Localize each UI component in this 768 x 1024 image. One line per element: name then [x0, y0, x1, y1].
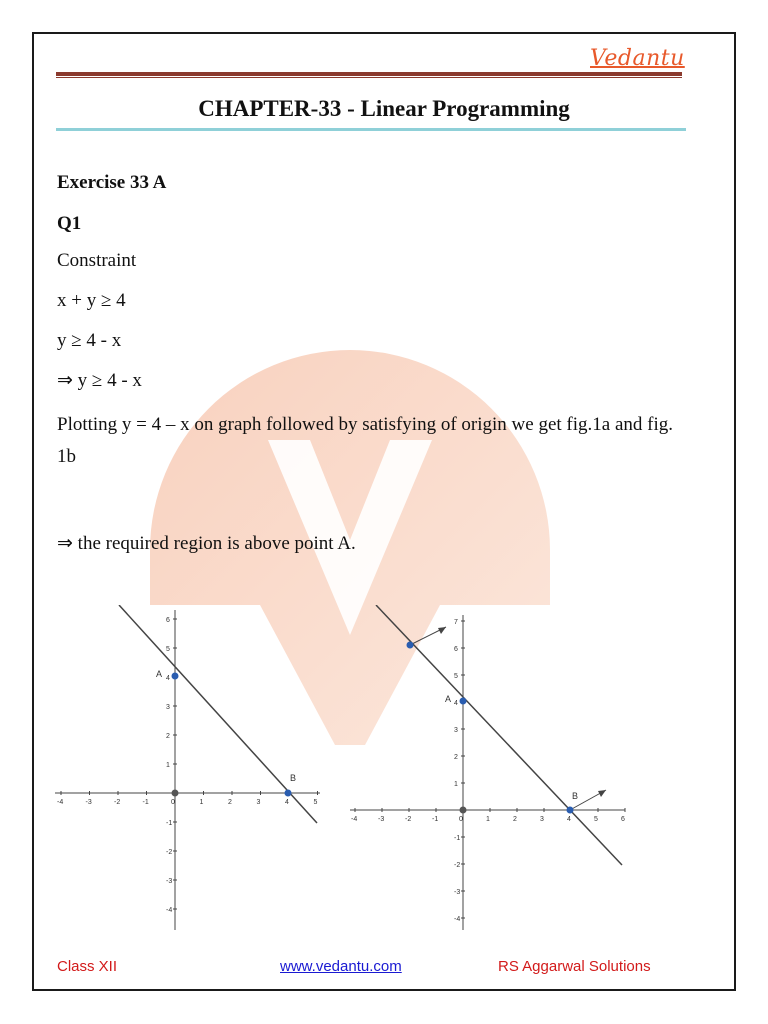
- x-tick-label: 1: [199, 799, 204, 806]
- x-tick-label: 5: [594, 816, 598, 823]
- y-tick-label: 7: [454, 619, 458, 626]
- x-tick-label: 0: [459, 816, 463, 823]
- y-tick-label: -2: [454, 862, 461, 869]
- inequality-1: x + y ≥ 4: [57, 290, 126, 311]
- x-tick-label: 2: [228, 799, 232, 806]
- x-tick-label: 1: [486, 816, 490, 823]
- x-tick-label: 5: [313, 799, 318, 806]
- x-tick-label: 2: [513, 816, 517, 823]
- y-tick-label: 6: [166, 617, 170, 624]
- point-b: [285, 790, 292, 797]
- footer-book-title: RS Aggarwal Solutions: [498, 958, 651, 975]
- header-rule-thin: [56, 77, 682, 78]
- vedantu-logo: Vedantu: [590, 46, 685, 71]
- header-rule: [56, 72, 682, 76]
- inequality-3: ⇒ y ≥ 4 - x: [57, 370, 142, 391]
- y-tick-label: 5: [454, 673, 458, 680]
- y-tick-label: -1: [454, 835, 461, 842]
- y-tick-label: -3: [166, 878, 173, 885]
- x-tick-label: -1: [432, 816, 439, 823]
- y-tick-label: 1: [454, 781, 458, 788]
- point-b-label: B: [572, 791, 579, 801]
- y-tick-label: 6: [454, 646, 458, 653]
- exercise-title: Exercise 33 A: [57, 172, 167, 193]
- y-tick-label: 3: [166, 704, 170, 711]
- x-tick-label: -1: [142, 799, 149, 806]
- y-tick-label: 3: [454, 727, 458, 734]
- footer-website-link[interactable]: www.vedantu.com: [280, 958, 402, 975]
- point-b: [567, 807, 574, 814]
- point-a: [460, 698, 467, 705]
- y-tick-label: 2: [166, 733, 170, 740]
- origin-point: [460, 807, 467, 814]
- explanation-paragraph: Plotting y = 4 – x on graph followed by satisfying of origin we get fig.1a and fig. 1b: [57, 414, 673, 467]
- point-a: [172, 673, 179, 680]
- y-tick-label: 2: [454, 754, 458, 761]
- x-tick-label: -3: [378, 816, 385, 823]
- x-tick-label: 3: [256, 799, 261, 806]
- x-tick-label: -3: [85, 799, 92, 806]
- chapter-title: CHAPTER-33 - Linear Programming: [198, 96, 570, 121]
- y-tick-label: 4: [166, 675, 170, 682]
- x-tick-label: -4: [57, 799, 64, 806]
- x-tick-label: -2: [114, 799, 121, 806]
- x-tick-label: -2: [405, 816, 412, 823]
- question-number: Q1: [57, 213, 82, 234]
- point-b-label: B: [290, 773, 297, 783]
- title-underline: [56, 128, 686, 131]
- point-a-label: A: [445, 694, 452, 704]
- y-tick-label: -1: [166, 820, 173, 827]
- x-tick-label: 4: [285, 799, 289, 806]
- point-upper: [407, 642, 414, 649]
- x-tick-label: 4: [567, 816, 571, 823]
- x-tick-label: 6: [621, 816, 625, 823]
- inequality-2: y ≥ 4 - x: [57, 330, 122, 351]
- figure-1a-graph: [55, 605, 325, 935]
- x-tick-label: 3: [540, 816, 544, 823]
- x-tick-label: -4: [351, 816, 358, 823]
- y-tick-label: -4: [166, 907, 173, 914]
- x-tick-label: 0: [171, 799, 175, 806]
- constraint-label: Constraint: [57, 250, 137, 271]
- origin-point: [172, 790, 179, 797]
- conclusion-line: ⇒ the required region is above point A.: [57, 533, 356, 554]
- y-tick-label: -4: [454, 916, 461, 923]
- figure-1b-graph: [350, 605, 630, 935]
- y-tick-label: 5: [166, 646, 170, 653]
- y-tick-label: -2: [166, 849, 173, 856]
- footer-class: Class XII: [57, 958, 118, 975]
- y-tick-label: 1: [166, 762, 170, 769]
- y-tick-label: -3: [454, 889, 461, 896]
- y-tick-label: 4: [454, 700, 458, 707]
- point-a-label: A: [156, 669, 163, 679]
